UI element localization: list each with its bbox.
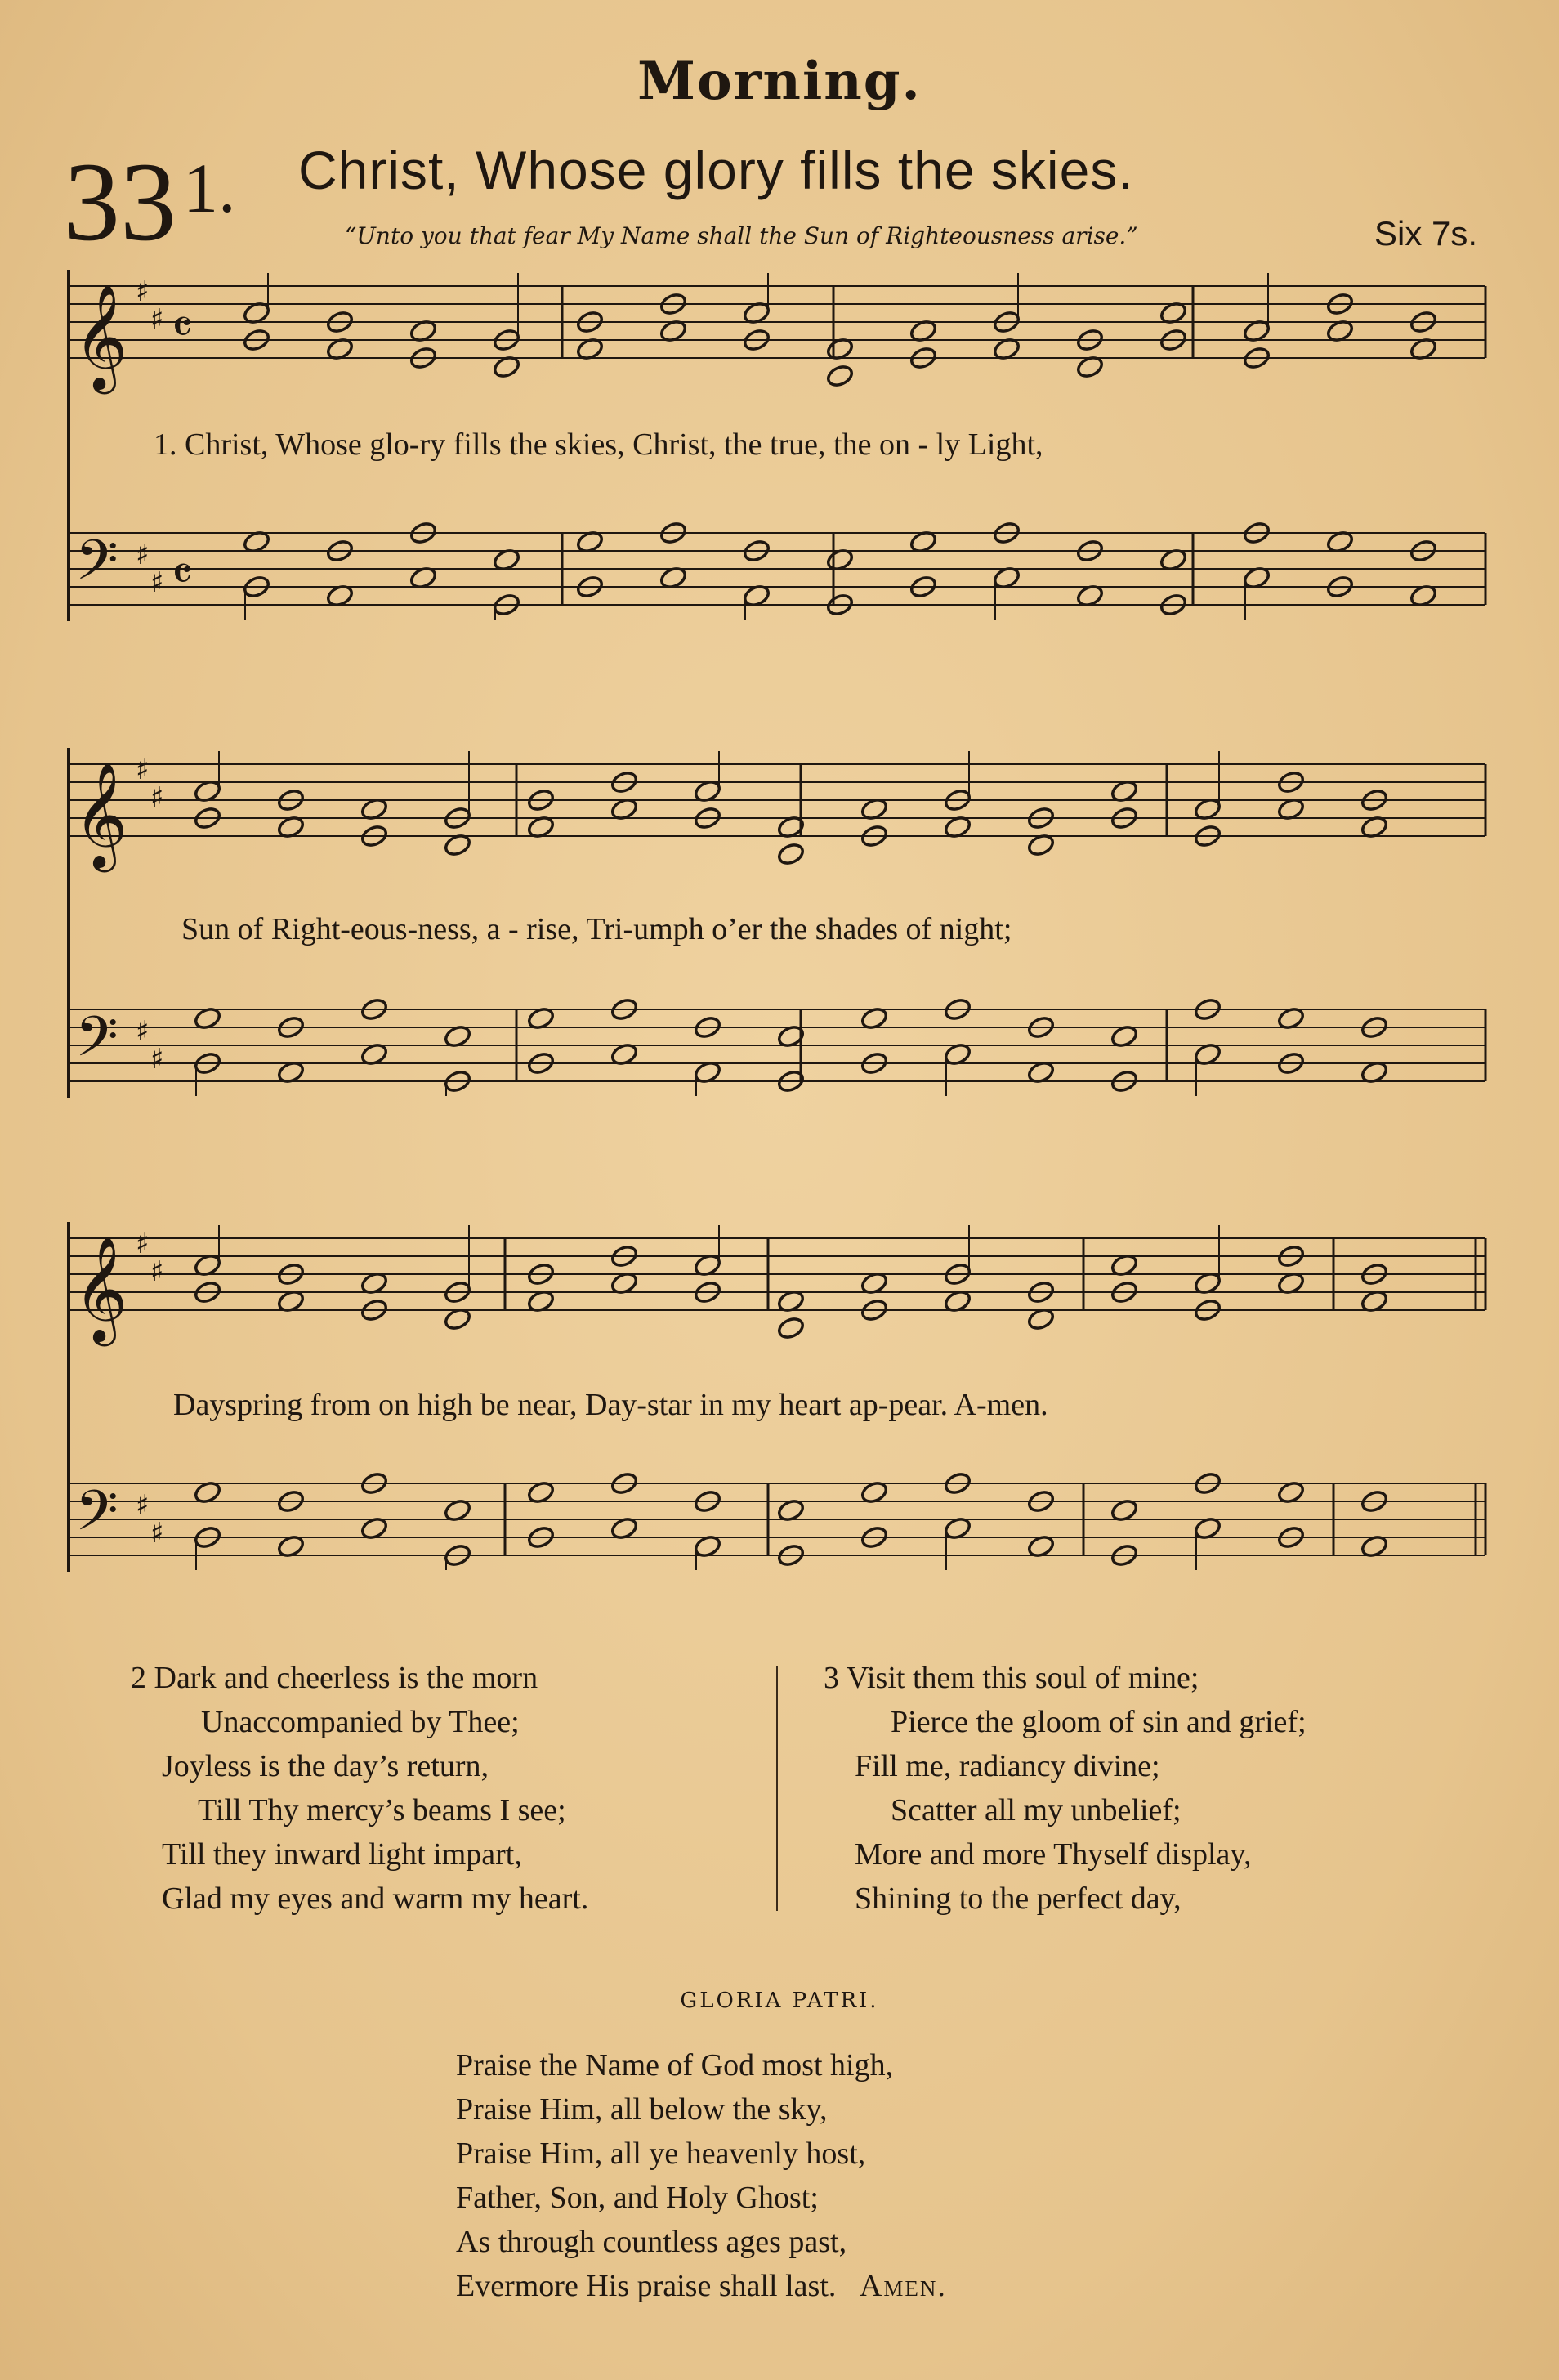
gloria-line: Praise the Name of God most high, <box>456 2048 894 2082</box>
gloria-line: Father, Son, and Holy Ghost; <box>456 2181 819 2215</box>
verse-line: Till Thy mercy’s beams I see; <box>198 1793 566 1828</box>
verse-line: Pierce the gloom of sin and grief; <box>891 1705 1307 1739</box>
gloria-line: Praise Him, all ye heavenly host, <box>456 2136 866 2171</box>
sharp-icon: ♯ <box>136 539 150 571</box>
note-head <box>825 364 855 389</box>
hymn-number-suffix: 1. <box>183 149 236 227</box>
bass-clef-icon: 𝄢 <box>75 529 118 606</box>
sharp-icon: ♯ <box>150 1043 164 1076</box>
sharp-icon: ♯ <box>136 1228 150 1260</box>
score-lyric-line-3: Dayspring from on high be near, Day-star in my heart ap-pear. A-men. <box>173 1388 1048 1422</box>
verse-number: 3 <box>824 1661 839 1695</box>
treble-clef-icon: 𝄞 <box>74 284 128 390</box>
score-lyric-line-1: 1. Christ, Whose glo-ry fills the skies, Christ, the true, the on - ly Light, <box>154 427 1043 462</box>
epigraph: “Unto you that fear My Name shall the Sun of Righteousness arise.” <box>345 222 1138 249</box>
gloria-line: Evermore His praise shall last. Amen. <box>456 2269 947 2303</box>
hymn-title: Christ, Whose glory fills the skies. <box>298 140 1134 200</box>
verse-line: More and more Thyself display, <box>855 1837 1252 1872</box>
note-head <box>776 1316 806 1341</box>
gloria-text <box>456 2043 947 2308</box>
verse-line: Visit them this soul of mine; <box>846 1661 1199 1695</box>
treble-clef-icon: 𝄞 <box>74 1236 128 1342</box>
verse-line: Joyless is the day’s return, <box>162 1749 489 1783</box>
sharp-icon: ♯ <box>150 303 164 336</box>
sharp-icon: ♯ <box>150 1517 164 1550</box>
score-lyric-line-2: Sun of Right-eous-ness, a - rise, Tri-umph o’er the shades of night; <box>181 912 1012 946</box>
verse-divider <box>776 1666 778 1911</box>
hymn-number-main: 33 <box>64 139 176 264</box>
sharp-icon: ♯ <box>136 1489 150 1522</box>
verse-3 <box>824 1656 1307 1921</box>
section-title: Morning. <box>637 51 922 112</box>
bass-clef-icon: 𝄢 <box>75 1005 118 1083</box>
verse-line: Till they inward light impart, <box>162 1837 522 1872</box>
verse-line: Glad my eyes and warm my heart. <box>162 1881 589 1916</box>
gloria-heading: GLORIA PATRI. <box>680 1989 879 2013</box>
common-time-icon: 𝄴 <box>172 299 193 355</box>
note-head <box>776 842 806 867</box>
verse-line: Shining to the perfect day, <box>855 1881 1182 1916</box>
verse-line: Unaccompanied by Thee; <box>201 1705 520 1739</box>
sharp-icon: ♯ <box>150 1255 164 1288</box>
sharp-icon: ♯ <box>150 566 164 599</box>
gloria-line: Praise Him, all below the sky, <box>456 2092 828 2127</box>
verse-line: Scatter all my unbelief; <box>891 1793 1182 1828</box>
verse-line: Fill me, radiancy divine; <box>855 1749 1160 1783</box>
sharp-icon: ♯ <box>136 1015 150 1048</box>
verse-number: 2 <box>131 1661 146 1695</box>
sharp-icon: ♯ <box>150 781 164 814</box>
sharp-icon: ♯ <box>136 275 150 308</box>
verse-line: Dark and cheerless is the morn <box>154 1661 538 1695</box>
amen: Amen. <box>859 2269 947 2303</box>
verse-2 <box>131 1656 588 1921</box>
sharp-icon: ♯ <box>136 754 150 786</box>
bass-clef-icon: 𝄢 <box>75 1479 118 1557</box>
gloria-line: As through countless ages past, <box>456 2225 847 2259</box>
common-time-icon: 𝄴 <box>172 546 193 602</box>
meter: Six 7s. <box>1374 214 1478 253</box>
treble-clef-icon: 𝄞 <box>74 762 128 868</box>
